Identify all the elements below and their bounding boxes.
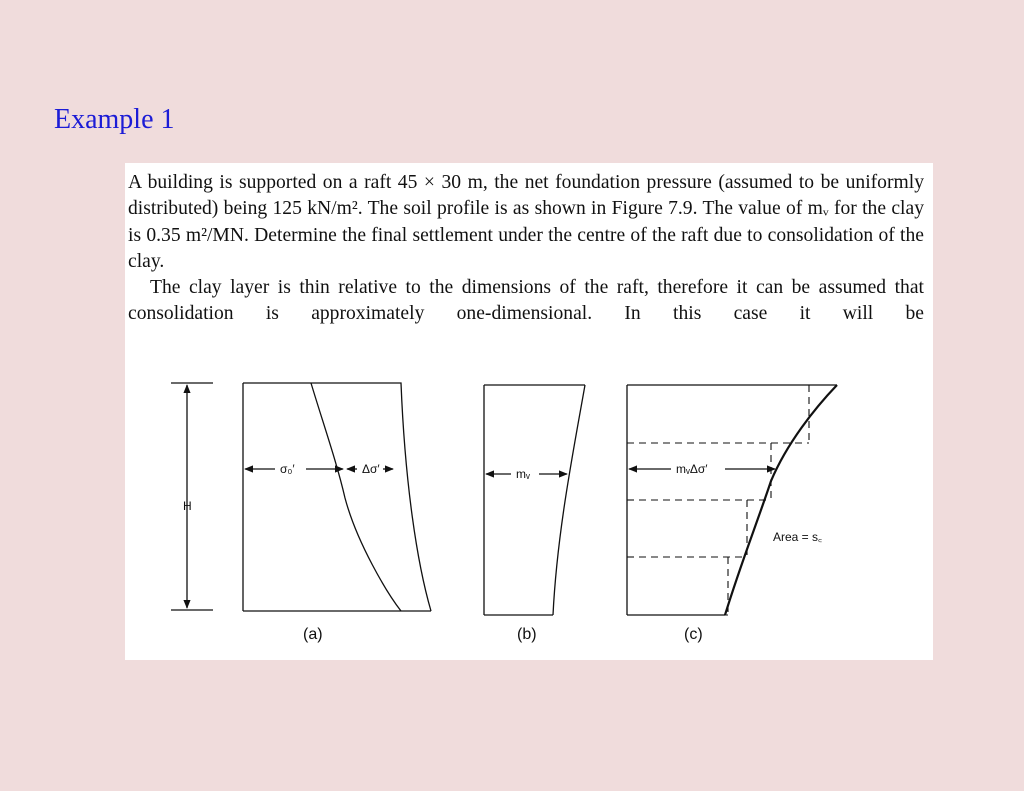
caption-b: (b) xyxy=(517,626,537,643)
problem-paragraph-2: The clay layer is thin relative to the dimensions of the raft, therefore it can be assumed that consolidation is approximately one-dimensional. In this case it will be xyxy=(128,277,924,325)
caption-a: (a) xyxy=(303,626,323,643)
stress-increment-label: Δσ′ xyxy=(362,462,380,476)
mv-label: mᵥ xyxy=(516,467,530,481)
problem-paragraph-1: A building is supported on a raft 45 × 30 m, the net foundation pressure (assumed to be uniformly distributed) being 125 kN/m². The soil profile is as shown in Figure 7.9. The value of mᵥ for the clay is 0.35 m²/MN. Determine the final settlement under the centre of the raft due to consolidation of the clay. xyxy=(128,172,924,272)
problem-statement xyxy=(128,170,924,328)
effective-stress-label: σ₀′ xyxy=(280,462,295,476)
panel-a-drawing xyxy=(243,383,431,611)
area-settlement-label: Area = s꜀ xyxy=(773,530,823,544)
panel-c-drawing xyxy=(627,385,837,615)
height-label: H xyxy=(183,499,192,513)
textbook-excerpt-image xyxy=(125,163,933,660)
height-dimension xyxy=(171,383,213,610)
caption-c: (c) xyxy=(684,626,703,643)
panel-b-drawing xyxy=(484,385,585,615)
consolidation-figure xyxy=(125,363,933,660)
slide-title: Example 1 xyxy=(54,104,175,135)
figure-drawing xyxy=(125,363,933,660)
mv-delta-sigma-label: mᵥΔσ′ xyxy=(676,462,708,476)
